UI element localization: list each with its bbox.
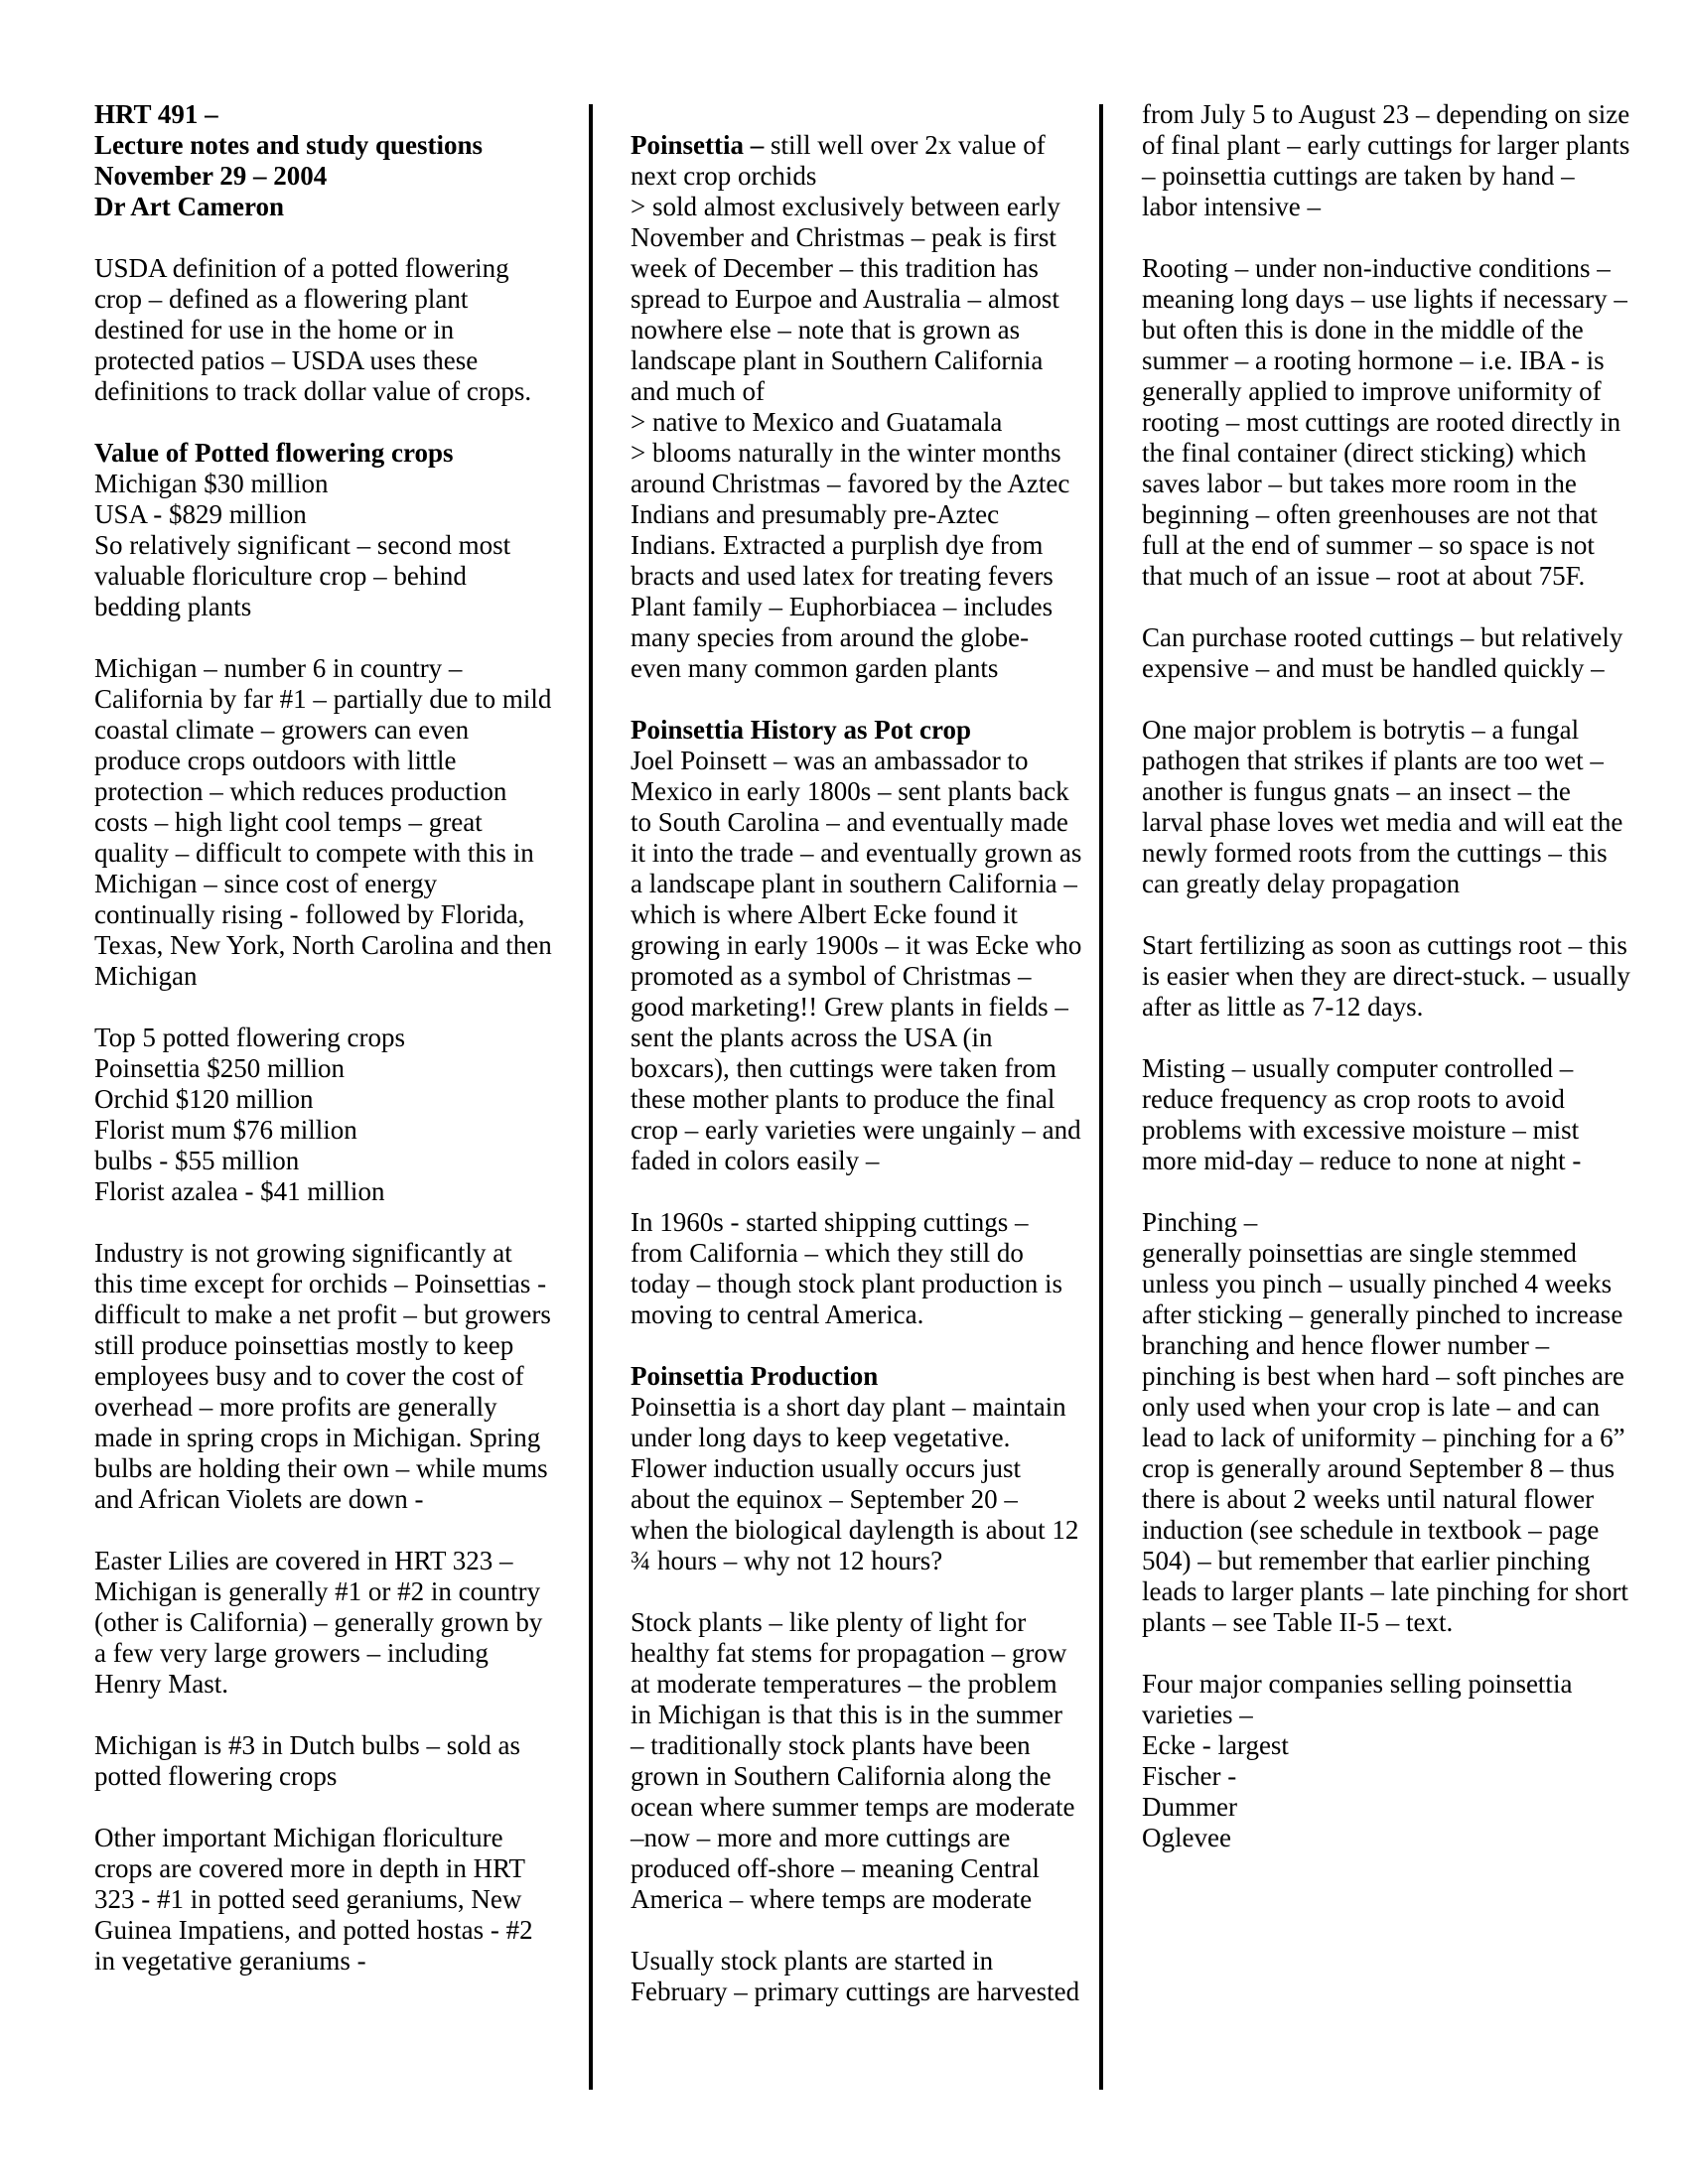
paragraph: USDA definition of a potted flowering crop – defined as a flowering plant destined for use in the home or in protected patios – USDA uses these definitions to track dollar value of crops. bbox=[94, 253, 532, 406]
paragraph: Pinching – bbox=[1142, 1207, 1258, 1237]
heading: Lecture notes and study questions bbox=[94, 130, 484, 160]
blank-line bbox=[631, 1330, 1082, 1361]
column-divider-right bbox=[1099, 104, 1103, 2090]
paragraph: Easter Lilies are covered in HRT 323 – Michigan is generally #1 or #2 in country (other is California) – generally grown by a few very large growers – including Henry Mast. bbox=[94, 1546, 543, 1699]
heading: Poinsettia History as Pot crop bbox=[631, 715, 971, 745]
blank-line bbox=[1142, 899, 1630, 930]
paragraph: Usually stock plants are started in February – primary cuttings are harvested bbox=[631, 1946, 1080, 2006]
paragraph: USA - $829 million bbox=[94, 499, 307, 529]
paragraph: Can purchase rooted cuttings – but relatively expensive – and must be handled quickly – bbox=[1142, 622, 1623, 683]
paragraph: Orchid $120 million bbox=[94, 1084, 314, 1114]
blank-line bbox=[631, 99, 1082, 130]
blank-line bbox=[94, 1700, 556, 1730]
paragraph: > native to Mexico and Guatamala bbox=[631, 407, 1003, 437]
paragraph: In 1960s - started shipping cuttings – from California – which they still do today – though stock plant production is moving to central America. bbox=[631, 1207, 1062, 1329]
paragraph: So relatively significant – second most valuable floriculture crop – behind bedding plants bbox=[94, 530, 511, 621]
blank-line bbox=[631, 1915, 1082, 1946]
paragraph: Florist mum $76 million bbox=[94, 1115, 357, 1145]
blank-line bbox=[631, 1576, 1082, 1607]
bold-lead: Poinsettia – bbox=[631, 130, 765, 160]
blank-line bbox=[1142, 1638, 1630, 1669]
heading: Dr Art Cameron bbox=[94, 192, 284, 221]
paragraph: > blooms naturally in the winter months around Christmas – favored by the Aztec Indians and presumably pre-Aztec Indians. Extracted a purplish dye from bracts and used latex for treating fevers bbox=[631, 438, 1070, 591]
blank-line bbox=[94, 222, 556, 253]
paragraph: Oglevee bbox=[1142, 1823, 1231, 1852]
paragraph: Start fertilizing as soon as cuttings root – this is easier when they are direct-stuck. – usually after as little as 7-12 days. bbox=[1142, 930, 1630, 1022]
paragraph: Florist azalea - $41 million bbox=[94, 1176, 385, 1206]
blank-line bbox=[631, 684, 1082, 715]
column-divider-left bbox=[589, 104, 593, 2090]
paragraph: > sold almost exclusively between early November and Christmas – peak is first week of December – this tradition has spread to Eurpoe and Australia – almost nowhere else – note that is grown as landscape plant in Southern California and much of bbox=[631, 192, 1060, 406]
blank-line bbox=[1142, 1023, 1630, 1053]
blank-line bbox=[1142, 222, 1630, 253]
blank-line bbox=[94, 622, 556, 653]
paragraph: Michigan – number 6 in country – California by far #1 – partially due to mild coastal climate – growers can even produce crops outdoors with little protection – which reduces production costs – high light cool temps – great quality – difficult to compete with this in Michigan – since cost of energy continually rising - followed by Florida, Texas, New York, North Carolina and then Michigan bbox=[94, 653, 552, 991]
paragraph: Rooting – under non-inductive conditions – meaning long days – use lights if necessary – but often this is done in the middle of the summer – a rooting hormone – i.e. IBA - is generally applied to improve uniformity of rooting – most cuttings are rooted directly in the final container (direct sticking) which saves labor – but takes more room in the beginning – often greenhouses are not that full at the end of summer – so space is not that much of an issue – root at about 75F. bbox=[1142, 253, 1627, 591]
blank-line bbox=[631, 1176, 1082, 1207]
paragraph: One major problem is botrytis – a fungal pathogen that strikes if plants are too wet – another is fungus gnats – an insect – the larval phase loves wet media and will eat the newly formed roots from the cuttings – this can greatly delay propagation bbox=[1142, 715, 1623, 898]
paragraph: Plant family – Euphorbiacea – includes many species from around the globe- even many common garden plants bbox=[631, 592, 1054, 683]
blank-line bbox=[1142, 592, 1630, 622]
blank-line bbox=[94, 407, 556, 438]
blank-line bbox=[1142, 1176, 1630, 1207]
paragraph: Michigan $30 million bbox=[94, 469, 329, 498]
paragraph: bulbs - $55 million bbox=[94, 1146, 300, 1175]
paragraph: Ecke - largest bbox=[1142, 1730, 1289, 1760]
heading: HRT 491 – bbox=[94, 99, 218, 129]
paragraph: Poinsettia $250 million bbox=[94, 1053, 346, 1083]
paragraph: Poinsettia is a short day plant – maintain under long days to keep vegetative. Flower induction usually occurs just about the equinox – September 20 – when the biological daylength is about 12 ¾ hours – why not 12 hours? bbox=[631, 1392, 1079, 1575]
blank-line bbox=[94, 1207, 556, 1238]
paragraph: from July 5 to August 23 – depending on size of final plant – early cuttings for larger plants – poinsettia cuttings are taken by hand – labor intensive – bbox=[1142, 99, 1630, 221]
heading: November 29 – 2004 bbox=[94, 161, 328, 191]
paragraph: Other important Michigan floriculture crops are covered more in depth in HRT 323 - #1 in potted seed geraniums, New Guinea Impatiens, and potted hostas - #2 in vegetative geraniums - bbox=[94, 1823, 533, 1976]
paragraph: Michigan is #3 in Dutch bulbs – sold as potted flowering crops bbox=[94, 1730, 520, 1791]
blank-line bbox=[94, 1515, 556, 1546]
blank-line bbox=[1142, 684, 1630, 715]
paragraph: Fischer - bbox=[1142, 1761, 1237, 1791]
paragraph: Stock plants – like plenty of light for healthy fat stems for propagation – grow at moderate temperatures – the problem in Michigan is that this is in the summer – traditionally stock plants have been grown in Southern California along the ocean where summer temps are moderate –now – more and more cuttings are produced off-shore – meaning Central America – where temps are moderate bbox=[631, 1607, 1075, 1914]
paragraph: Top 5 potted flowering crops bbox=[94, 1023, 406, 1052]
paragraph: Industry is not growing significantly at this time except for orchids – Poinsettias - difficult to make a net profit – but growers still produce poinsettias mostly to keep employees busy and to cover the cost of overhead – more profits are generally made in spring crops in Michigan. Spring bulbs are holding their own – while mums and African Violets are down - bbox=[94, 1238, 551, 1514]
heading: Value of Potted flowering crops bbox=[94, 438, 454, 468]
paragraph: generally poinsettias are single stemmed unless you pinch – usually pinched 4 weeks after sticking – generally pinched to increase branching and hence flower number – pinching is best when hard – soft pinches are only used when your crop is late – and can lead to lack of uniformity – pinching for a 6” crop is generally around September 8 – thus there is about 2 weeks until natural flower induction (see schedule in textbook – page 504) – but remember that earlier pinching leads to larger plants – late pinching for short plants – see Table II-5 – text. bbox=[1142, 1238, 1628, 1637]
paragraph: Four major companies selling poinsettia varieties – bbox=[1142, 1669, 1573, 1729]
paragraph: Dummer bbox=[1142, 1792, 1237, 1822]
column-middle bbox=[631, 99, 1082, 2007]
paragraph: Misting – usually computer controlled – reduce frequency as crop roots to avoid problems with excessive moisture – mist more mid-day – reduce to none at night - bbox=[1142, 1053, 1582, 1175]
paragraph: Joel Poinsett – was an ambassador to Mexico in early 1800s – sent plants back to South Carolina – and eventually made it into the trade – and eventually grown as a landscape plant in southern California – which is where Albert Ecke found it growing in early 1900s – it was Ecke who promoted as a symbol of Christmas – good marketing!! Grew plants in fields – sent the plants across the USA (in boxcars), then cuttings were taken from these mother plants to produce the final crop – early varieties were ungainly – and faded in colors easily – bbox=[631, 746, 1082, 1175]
blank-line bbox=[94, 992, 556, 1023]
paragraph: Poinsettia – still well over 2x value of next crop orchids bbox=[631, 130, 1046, 191]
column-right bbox=[1142, 99, 1630, 1853]
heading: Poinsettia Production bbox=[631, 1361, 879, 1391]
blank-line bbox=[94, 1792, 556, 1823]
column-left bbox=[94, 99, 556, 1977]
